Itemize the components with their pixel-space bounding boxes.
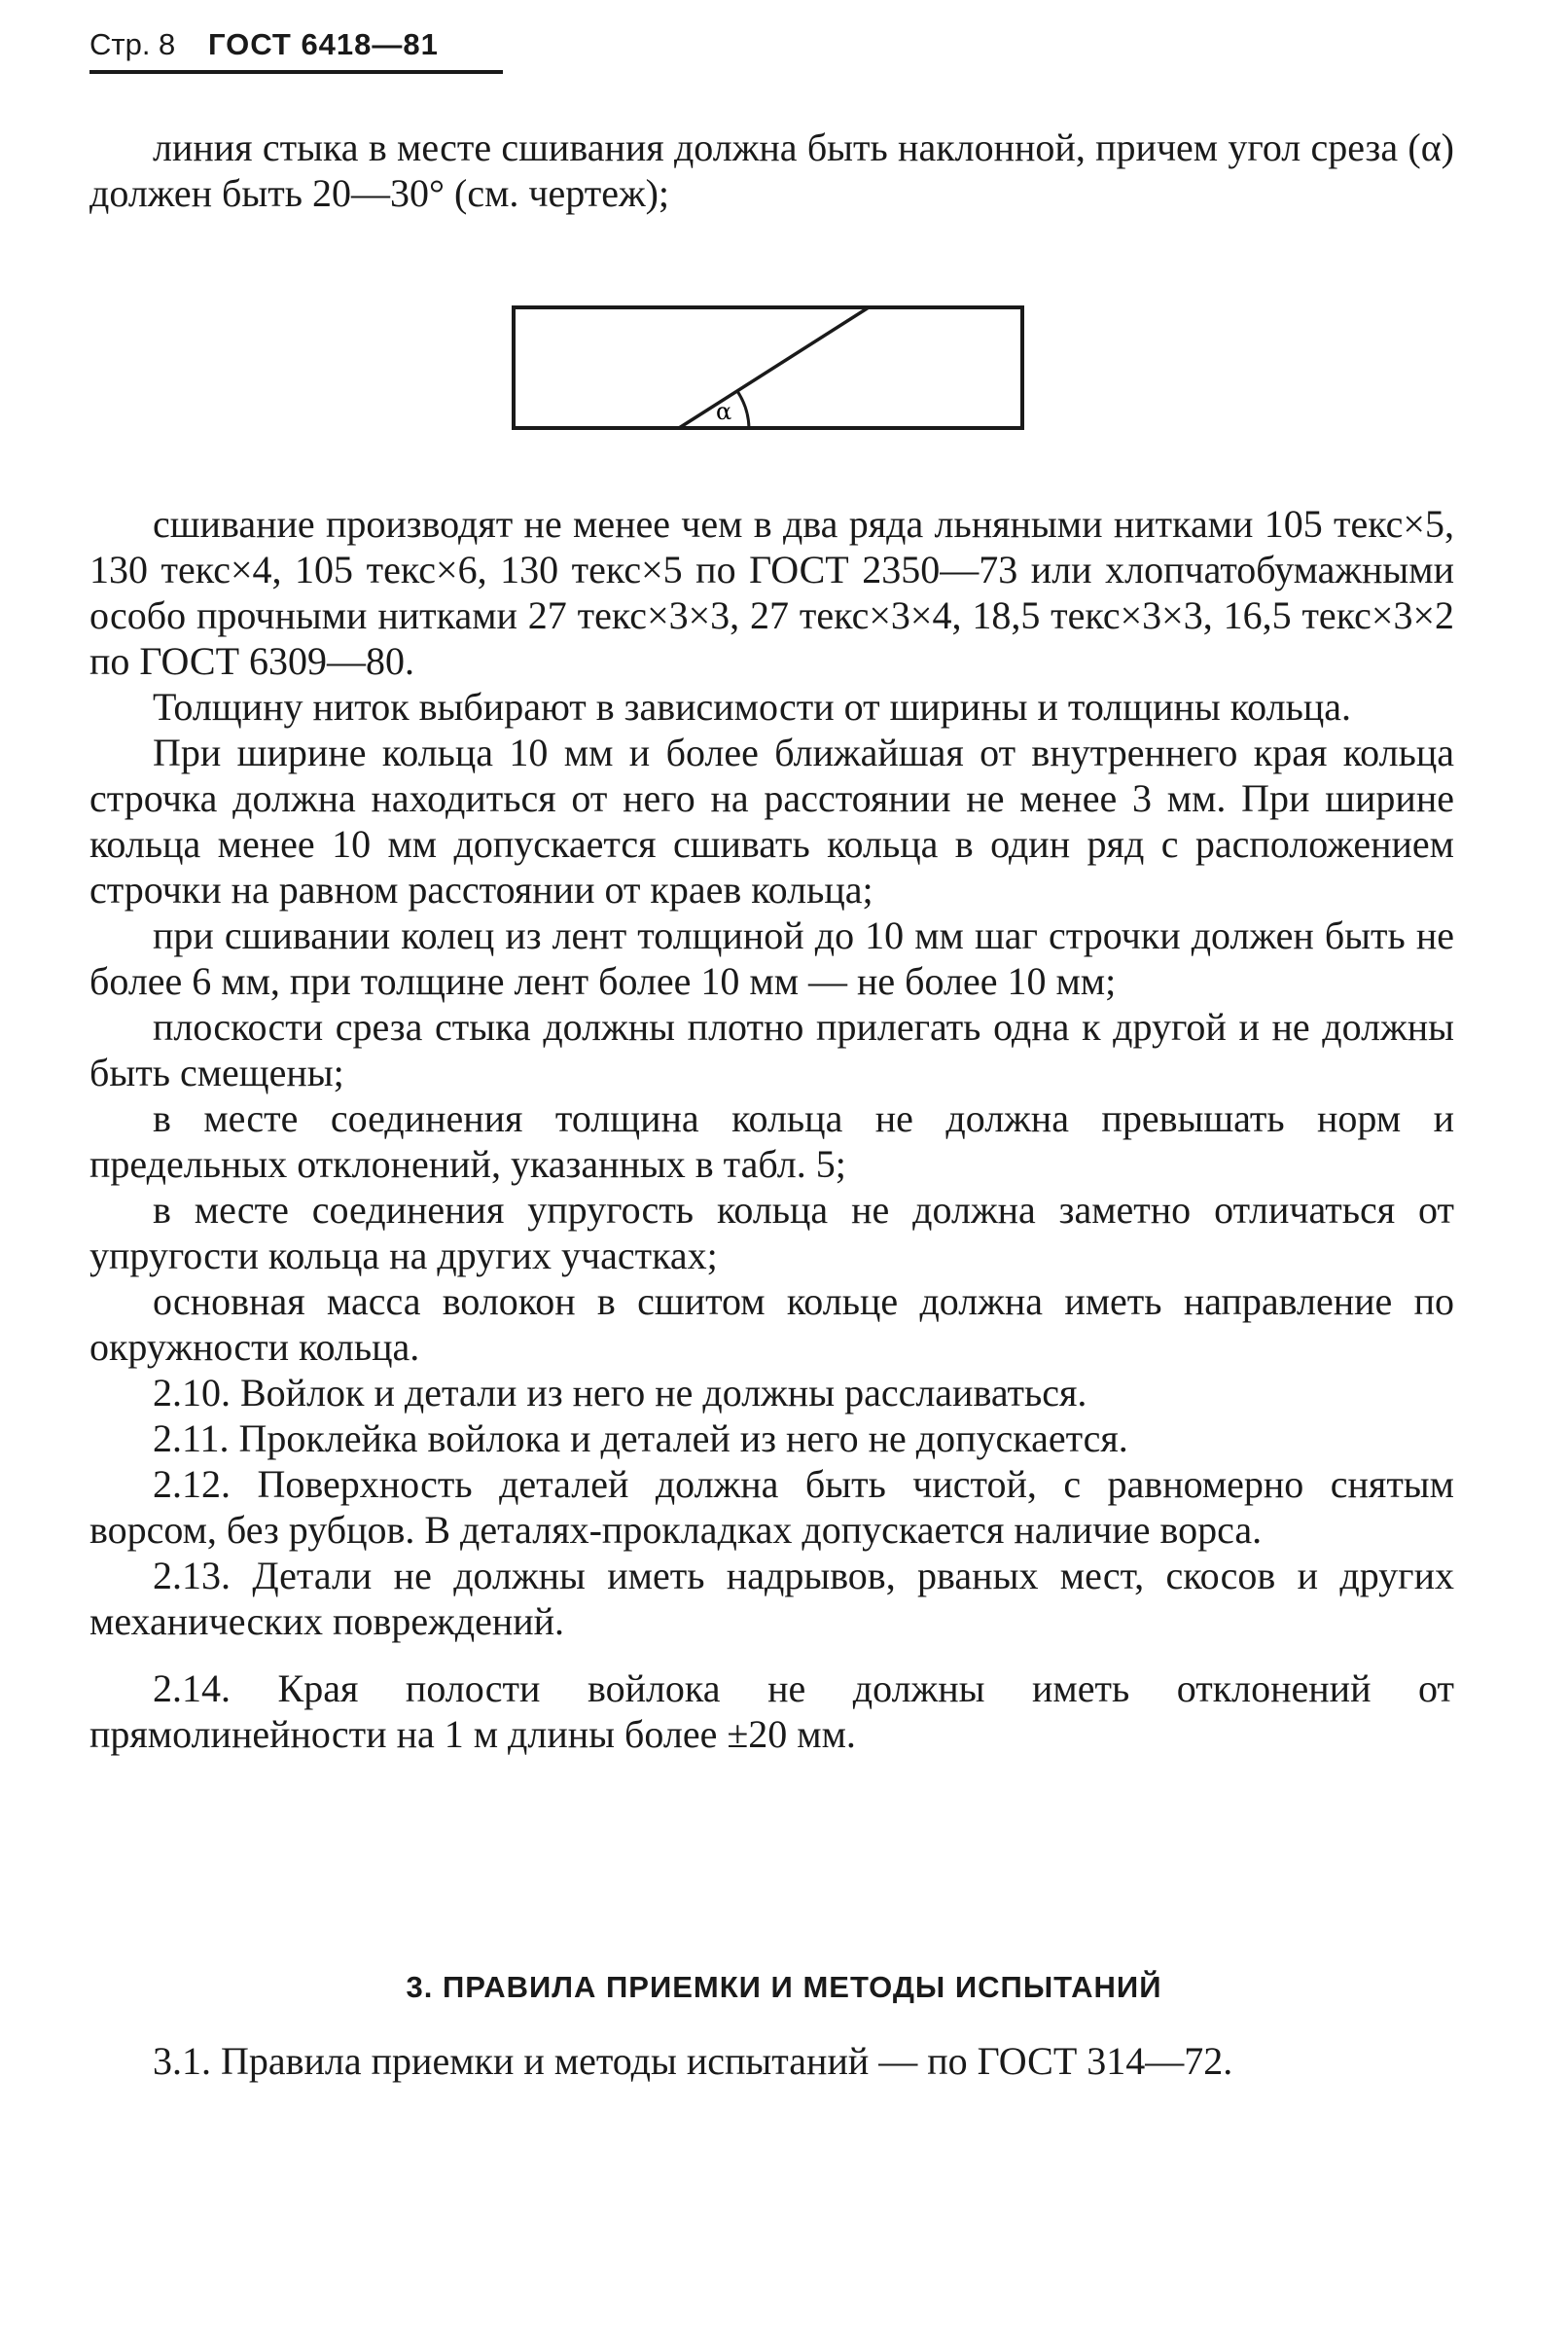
paragraph: в месте соединения толщина кольца не должна превышать норм и предельных отклонений, указанных в табл. 5; bbox=[89, 1096, 1454, 1186]
paragraph: сшивание производят не менее чем в два ряда льняными нитками 105 текс×5, 130 текс×4, 105 текс×6, 130 текс×5 по ГОСТ 2350—73 или хлопчатобумажными особо прочными нитками 27 текс×3×3, 27 текс×3×4, 18,5 текс×3×3, 16,5 текс×3×2 по ГОСТ 6309—80. bbox=[89, 502, 1454, 683]
section-3-body bbox=[89, 2038, 1454, 2084]
paragraph: Толщину ниток выбирают в зависимости от ширины и толщины кольца. bbox=[153, 685, 1351, 729]
angle-arc bbox=[737, 391, 749, 428]
paragraph: 2.10. Войлок и детали из него не должны расслаиваться. bbox=[153, 1371, 1087, 1414]
paragraph: основная масса волокон в сшитом кольце должна иметь направление по окружности кольца. bbox=[89, 1279, 1454, 1369]
paragraph: 2.13. Детали не должны иметь надрывов, рваных мест, скосов и других механических повреждений. bbox=[89, 1554, 1454, 1643]
paragraph-3-1: 3.1. Правила приемки и методы испытаний — по ГОСТ 314—72. bbox=[153, 2039, 1233, 2083]
ring-section-outline bbox=[514, 307, 1022, 428]
spacer bbox=[89, 1644, 1454, 1665]
page-number: Стр. 8 bbox=[89, 27, 176, 61]
cut-line bbox=[679, 307, 869, 428]
joint-drawing bbox=[504, 300, 1034, 436]
alpha-label: α bbox=[716, 398, 732, 425]
paragraph-2-14: 2.14. Края полости войлока не должны иметь отклонений от прямолинейности на 1 м длины более ±20 мм. bbox=[89, 1666, 1454, 1756]
paragraph: При ширине кольца 10 мм и более ближайшая от внутреннего края кольца строчка должна находиться от него на расстоянии не менее 3 мм. При ширине кольца менее 10 мм допускается сшивать кольца в один ряд с расположением строчки на равном расстоянии от краев кольца; bbox=[89, 731, 1454, 912]
paragraph: плоскости среза стыка должны плотно прилегать одна к другой и не должны быть смещены; bbox=[89, 1005, 1454, 1094]
section-3-title: 3. ПРАВИЛА ПРИЕМКИ И МЕТОДЫ ИСПЫТАНИЙ bbox=[406, 1970, 1162, 2004]
paragraph: 2.12. Поверхность деталей должна быть чистой, с равномерно снятым ворсом, без рубцов. В деталях-прокладках допускается наличие ворса. bbox=[89, 1462, 1454, 1552]
joint-drawing-svg bbox=[504, 300, 1034, 436]
main-text bbox=[89, 501, 1454, 1757]
intro-block bbox=[89, 125, 1454, 216]
standard-code: ГОСТ 6418—81 bbox=[208, 27, 439, 61]
page-header bbox=[89, 18, 503, 74]
paragraph: в месте соединения упругость кольца не должна заметно отличаться от упругости кольца на других участках; bbox=[89, 1188, 1454, 1277]
paragraph: 2.11. Проклейка войлока и деталей из него не допускается. bbox=[153, 1416, 1128, 1460]
paragraph: при сшивании колец из лент толщиной до 10 мм шаг строчки должен быть не более 6 мм, при толщине лент более 10 мм — не более 10 мм; bbox=[89, 913, 1454, 1003]
intro-paragraph: линия стыка в месте сшивания должна быть наклонной, причем угол среза (α) должен быть 20—30° (см. чертеж); bbox=[89, 125, 1454, 215]
